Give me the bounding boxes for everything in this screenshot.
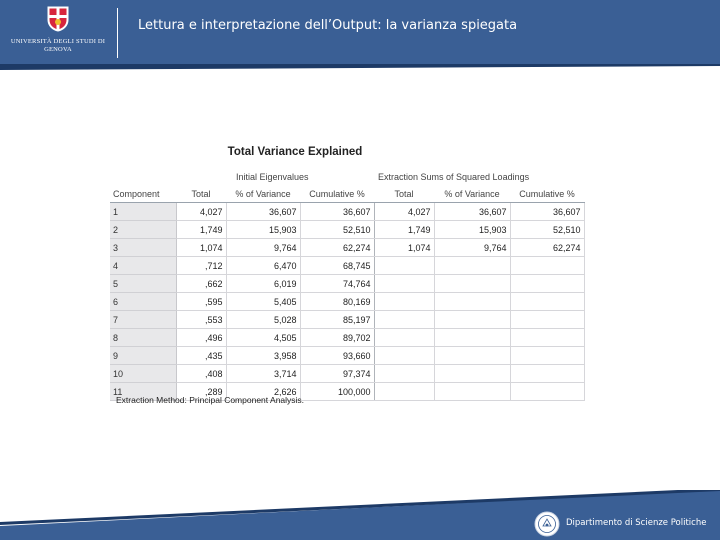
component-cell: 10 bbox=[110, 365, 176, 383]
university-logo bbox=[8, 6, 108, 62]
value-cell bbox=[434, 257, 510, 275]
slide-title: Lettura e interpretazione dell’Output: la varianza spiegata bbox=[138, 18, 518, 33]
value-cell: 15,903 bbox=[434, 221, 510, 239]
value-cell: 4,027 bbox=[176, 203, 226, 221]
component-cell: 1 bbox=[110, 203, 176, 221]
table-row bbox=[110, 329, 584, 347]
value-cell: 1,749 bbox=[176, 221, 226, 239]
value-cell: ,662 bbox=[176, 275, 226, 293]
value-cell: 93,660 bbox=[300, 347, 374, 365]
table-row bbox=[110, 221, 584, 239]
value-cell: 36,607 bbox=[300, 203, 374, 221]
header-band bbox=[0, 0, 720, 66]
value-cell: 85,197 bbox=[300, 311, 374, 329]
component-cell: 9 bbox=[110, 347, 176, 365]
value-cell: 3,958 bbox=[226, 347, 300, 365]
value-cell: 52,510 bbox=[510, 221, 584, 239]
value-cell bbox=[434, 329, 510, 347]
value-cell: 36,607 bbox=[434, 203, 510, 221]
value-cell bbox=[434, 293, 510, 311]
table-title: Total Variance Explained bbox=[227, 146, 363, 158]
column-header-extraction-total: Total bbox=[374, 185, 434, 203]
value-cell: 9,764 bbox=[226, 239, 300, 257]
table-row bbox=[110, 311, 584, 329]
value-cell: 52,510 bbox=[300, 221, 374, 239]
value-cell bbox=[510, 347, 584, 365]
value-cell: 5,405 bbox=[226, 293, 300, 311]
value-cell: 100,000 bbox=[300, 383, 374, 401]
value-cell: 89,702 bbox=[300, 329, 374, 347]
value-cell: 5,028 bbox=[226, 311, 300, 329]
column-header-extraction-cumulative: Cumulative % bbox=[510, 185, 584, 203]
value-cell: 6,019 bbox=[226, 275, 300, 293]
value-cell: ,712 bbox=[176, 257, 226, 275]
component-cell: 4 bbox=[110, 257, 176, 275]
value-cell bbox=[434, 365, 510, 383]
value-cell: 1,749 bbox=[374, 221, 434, 239]
value-cell: 2,626 bbox=[226, 383, 300, 401]
value-cell: 80,169 bbox=[300, 293, 374, 311]
header-stripe bbox=[0, 64, 720, 70]
value-cell: 9,764 bbox=[434, 239, 510, 257]
footer-band bbox=[0, 490, 720, 540]
column-header-pct-variance: % of Variance bbox=[226, 185, 300, 203]
value-cell bbox=[374, 311, 434, 329]
value-cell bbox=[374, 347, 434, 365]
value-cell: 36,607 bbox=[510, 203, 584, 221]
value-cell: 4,505 bbox=[226, 329, 300, 347]
table-row bbox=[110, 239, 584, 257]
component-cell: 6 bbox=[110, 293, 176, 311]
header-divider bbox=[117, 8, 118, 58]
value-cell: ,595 bbox=[176, 293, 226, 311]
value-cell bbox=[374, 275, 434, 293]
value-cell bbox=[510, 257, 584, 275]
value-cell: ,289 bbox=[176, 383, 226, 401]
value-cell: ,553 bbox=[176, 311, 226, 329]
department-name: Dipartimento di Scienze Politiche bbox=[566, 518, 707, 528]
table-row bbox=[110, 203, 584, 221]
component-cell: 7 bbox=[110, 311, 176, 329]
component-cell: 11 bbox=[110, 383, 176, 401]
shield-icon bbox=[47, 6, 69, 32]
value-cell: ,496 bbox=[176, 329, 226, 347]
table-footnote: Extraction Method: Principal Component Analysis. bbox=[116, 395, 305, 405]
value-cell bbox=[434, 311, 510, 329]
column-header-total: Total bbox=[176, 185, 226, 203]
value-cell bbox=[510, 383, 584, 401]
value-cell bbox=[510, 275, 584, 293]
value-cell bbox=[374, 257, 434, 275]
total-variance-table bbox=[110, 168, 585, 401]
table-row bbox=[110, 257, 584, 275]
value-cell bbox=[510, 293, 584, 311]
column-header-extraction-pct-variance: % of Variance bbox=[434, 185, 510, 203]
table-row bbox=[110, 293, 584, 311]
table-row bbox=[110, 275, 584, 293]
value-cell: 6,470 bbox=[226, 257, 300, 275]
component-cell: 8 bbox=[110, 329, 176, 347]
value-cell: 15,903 bbox=[226, 221, 300, 239]
component-cell: 2 bbox=[110, 221, 176, 239]
table-row bbox=[110, 347, 584, 365]
university-name: UNIVERSITÀ DEGLI STUDI DI GENOVA bbox=[10, 38, 106, 53]
group-header-spacer bbox=[110, 168, 176, 185]
group-header-initial: Initial Eigenvalues bbox=[236, 171, 309, 182]
value-cell bbox=[434, 383, 510, 401]
value-cell bbox=[374, 365, 434, 383]
column-header-component: Component bbox=[110, 185, 176, 203]
value-cell: 1,074 bbox=[176, 239, 226, 257]
table-row bbox=[110, 365, 584, 383]
value-cell: 62,274 bbox=[300, 239, 374, 257]
value-cell bbox=[434, 275, 510, 293]
value-cell bbox=[374, 329, 434, 347]
value-cell: 3,714 bbox=[226, 365, 300, 383]
column-header-cumulative: Cumulative % bbox=[300, 185, 374, 203]
value-cell: 97,374 bbox=[300, 365, 374, 383]
value-cell: 68,745 bbox=[300, 257, 374, 275]
value-cell bbox=[434, 347, 510, 365]
component-cell: 5 bbox=[110, 275, 176, 293]
value-cell: 1,074 bbox=[374, 239, 434, 257]
value-cell: 36,607 bbox=[226, 203, 300, 221]
value-cell bbox=[374, 293, 434, 311]
value-cell: 62,274 bbox=[510, 239, 584, 257]
department-seal-icon bbox=[534, 511, 560, 537]
value-cell bbox=[374, 383, 434, 401]
component-cell: 3 bbox=[110, 239, 176, 257]
value-cell bbox=[510, 311, 584, 329]
value-cell: 74,764 bbox=[300, 275, 374, 293]
value-cell bbox=[510, 329, 584, 347]
value-cell: ,435 bbox=[176, 347, 226, 365]
value-cell: ,408 bbox=[176, 365, 226, 383]
value-cell bbox=[510, 365, 584, 383]
value-cell: 4,027 bbox=[374, 203, 434, 221]
group-header-extraction: Extraction Sums of Squared Loadings bbox=[378, 171, 530, 182]
